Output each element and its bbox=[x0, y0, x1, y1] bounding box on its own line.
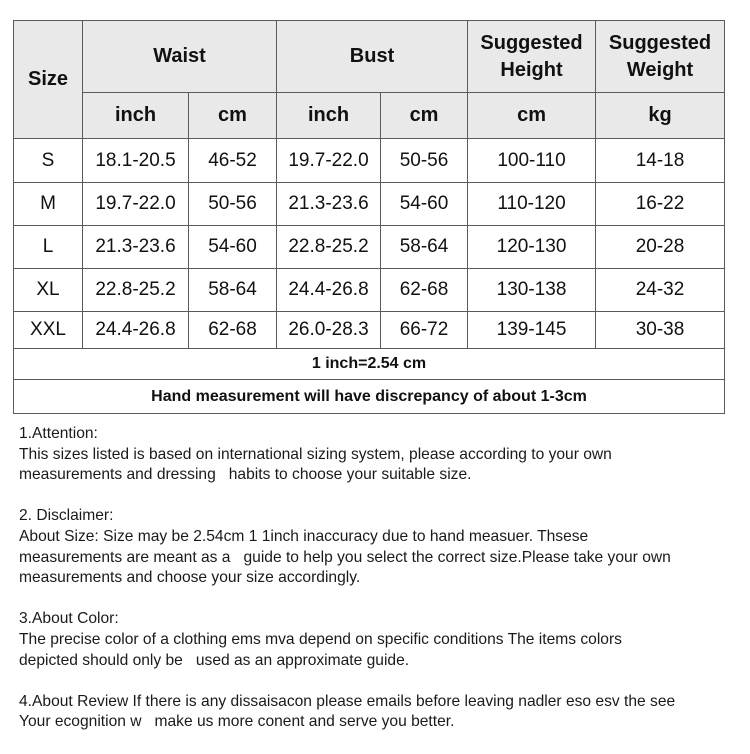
suggested-weight-header bbox=[596, 21, 725, 93]
disclaimer-line: measurements and choose your size accordingly. bbox=[19, 569, 361, 587]
weight-cell: 24-32 bbox=[596, 269, 725, 312]
size-cell: XL bbox=[14, 269, 83, 312]
weight-cell: 30-38 bbox=[596, 312, 725, 349]
table-row bbox=[14, 269, 725, 312]
weight-cell: 20-28 bbox=[596, 226, 725, 269]
size-cell: L bbox=[14, 226, 83, 269]
size-cell: S bbox=[14, 139, 83, 183]
bust-inch-cell: 21.3-23.6 bbox=[277, 183, 381, 226]
size-header: Size bbox=[14, 21, 83, 139]
color-line: depicted should only be used as an approximate guide. bbox=[19, 651, 410, 669]
attention-line: measurements and dressing habits to choose your suitable size. bbox=[19, 466, 472, 484]
bust-inch-cell: 26.0-28.3 bbox=[277, 312, 381, 349]
waist-cm-cell: 46-52 bbox=[189, 139, 277, 183]
attention-note bbox=[19, 424, 734, 486]
suggested-height-line1: Suggested bbox=[480, 31, 583, 54]
waist-inch-cell: 19.7-22.0 bbox=[83, 183, 189, 226]
size-cell: XXL bbox=[14, 312, 83, 349]
attention-heading: 1.Attention: bbox=[19, 425, 98, 442]
conversion-row bbox=[14, 349, 725, 380]
height-cell: 139-145 bbox=[468, 312, 596, 349]
waist-header: Waist bbox=[83, 21, 277, 93]
height-cell: 120-130 bbox=[468, 226, 596, 269]
size-cell: M bbox=[14, 183, 83, 226]
bust-cm-cell: 62-68 bbox=[381, 269, 468, 312]
waist-inch-cell: 18.1-20.5 bbox=[83, 139, 189, 183]
review-line: Your ecognition w make us more conent and serve you better. bbox=[19, 713, 455, 731]
weight-cell: 16-22 bbox=[596, 183, 725, 226]
bust-cm-cell: 54-60 bbox=[381, 183, 468, 226]
unit-waist-inch: inch bbox=[83, 93, 189, 139]
disclaimer-note bbox=[19, 506, 734, 588]
conversion-note: 1 inch=2.54 cm bbox=[14, 349, 725, 380]
bust-cm-cell: 66-72 bbox=[381, 312, 468, 349]
disclaimer-heading: 2. Disclaimer: bbox=[19, 507, 114, 525]
suggested-weight-line1: Suggested bbox=[608, 31, 712, 54]
discrepancy-note: Hand measurement will have discrepancy of about 1-3cm bbox=[14, 380, 725, 414]
bust-inch-cell: 19.7-22.0 bbox=[277, 139, 381, 183]
height-cell: 100-110 bbox=[468, 139, 596, 183]
height-cell: 110-120 bbox=[468, 183, 596, 226]
color-note bbox=[19, 609, 734, 671]
suggested-height-line2: Height bbox=[500, 58, 563, 81]
waist-cm-cell: 54-60 bbox=[189, 226, 277, 269]
waist-cm-cell: 58-64 bbox=[189, 269, 277, 312]
unit-bust-inch: inch bbox=[277, 93, 381, 139]
bust-header: Bust bbox=[277, 21, 468, 93]
waist-inch-cell: 21.3-23.6 bbox=[83, 226, 189, 269]
bust-cm-cell: 58-64 bbox=[381, 226, 468, 269]
weight-cell: 14-18 bbox=[596, 139, 725, 183]
suggested-height-header bbox=[468, 21, 596, 93]
waist-cm-cell: 50-56 bbox=[189, 183, 277, 226]
unit-bust-cm: cm bbox=[381, 93, 468, 139]
color-line: The precise color of a clothing ems mva depend on specific conditions The items colors bbox=[19, 630, 622, 648]
table-row bbox=[14, 139, 725, 183]
disclaimer-line: About Size: Size may be 2.54cm 1 1inch inaccuracy due to hand measuer. Thsese bbox=[19, 527, 589, 545]
notes-section bbox=[19, 424, 734, 754]
bust-inch-cell: 24.4-26.8 bbox=[277, 269, 381, 312]
bust-cm-cell: 50-56 bbox=[381, 139, 468, 183]
disclaimer-line: measurements are meant as a guide to help you select the correct size.Please take your own bbox=[19, 548, 671, 566]
waist-inch-cell: 22.8-25.2 bbox=[83, 269, 189, 312]
review-note bbox=[19, 692, 734, 733]
review-line: 4.About Review If there is any dissaisacon please emails before leaving nadler eso esv the see bbox=[19, 692, 676, 710]
bust-inch-cell: 22.8-25.2 bbox=[277, 226, 381, 269]
unit-waist-cm: cm bbox=[189, 93, 277, 139]
height-cell: 130-138 bbox=[468, 269, 596, 312]
unit-weight-kg: kg bbox=[596, 93, 725, 139]
table-row bbox=[14, 183, 725, 226]
table-row bbox=[14, 312, 725, 349]
color-heading: 3.About Color: bbox=[19, 610, 119, 628]
discrepancy-row bbox=[14, 380, 725, 414]
unit-height-cm: cm bbox=[468, 93, 596, 139]
header-row bbox=[14, 21, 725, 93]
unit-row bbox=[14, 93, 725, 139]
table-row bbox=[14, 226, 725, 269]
waist-cm-cell: 62-68 bbox=[189, 312, 277, 349]
attention-line: This sizes listed is based on international sizing system, please according to your own bbox=[19, 445, 612, 463]
size-chart-table bbox=[13, 20, 725, 414]
suggested-weight-line2: Weight bbox=[626, 58, 694, 81]
waist-inch-cell: 24.4-26.8 bbox=[83, 312, 189, 349]
